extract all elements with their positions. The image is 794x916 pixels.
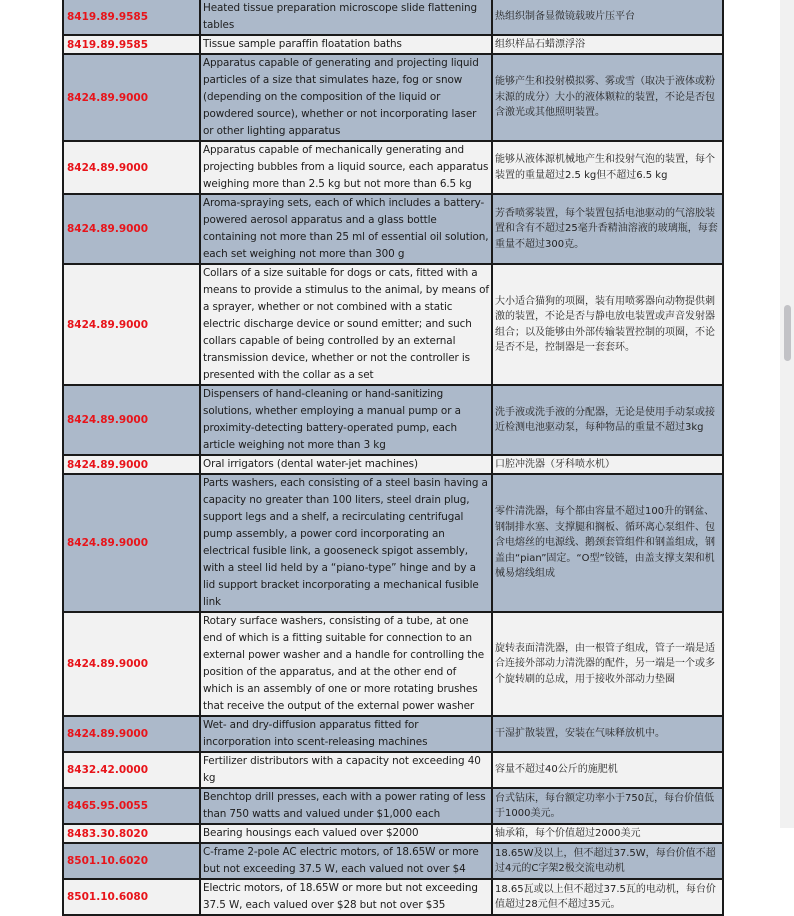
chinese-description-cell: 芳香喷雾装置，每个装置包括电池驱动的气溶胶装置和含有不超过25毫升香精油溶液的玻璃瓶，每套重量不超过300克。 — [492, 194, 723, 264]
chinese-description-cell: 18.65瓦或以上但不超过37.5瓦的电动机，每台价值超过28元但不超过35元。 — [492, 879, 723, 915]
hts-code-cell: 8424.89.9000 — [63, 385, 200, 455]
hts-code-cell: 8424.89.9000 — [63, 455, 200, 474]
english-description-cell: Rotary surface washers, consisting of a tube, at one end of which is a fitting suitable for connection to an external power washer and a handle for controlling the position of the apparatus, and at the other end of which is an assembly of one or more rotating brushes that receive the output of the external power washer — [200, 612, 492, 716]
chinese-description-cell: 口腔冲洗器（牙科喷水机） — [492, 455, 723, 474]
scrollbar-thumb[interactable] — [784, 305, 791, 361]
hts-code-cell: 8424.89.9000 — [63, 54, 200, 141]
hts-code-cell: 8424.89.9000 — [63, 194, 200, 264]
english-description-cell: Wet- and dry-diffusion apparatus fitted for incorporation into scent-releasing machines — [200, 716, 492, 752]
table-row — [63, 612, 723, 716]
english-description-cell: Bearing housings each valued over $2000 — [200, 824, 492, 843]
chinese-description-cell: 能够产生和投射模拟雾、雾或雪（取决于液体或粉末源的成分）大小的液体颗粒的装置，不论是否包含激光或其他照明装置。 — [492, 54, 723, 141]
hts-code-cell: 8501.10.6080 — [63, 879, 200, 915]
english-description-cell: Heated tissue preparation microscope slide flattening tables — [200, 0, 492, 35]
chinese-description-cell: 热组织制备显微镜载玻片压平台 — [492, 0, 723, 35]
hts-code-cell: 8424.89.9000 — [63, 612, 200, 716]
hts-code-cell: 8465.95.0055 — [63, 788, 200, 824]
english-description-cell: Electric motors, of 18.65W or more but not exceeding 37.5 W, each valued over $28 but not over $35 — [200, 879, 492, 915]
english-description-cell: Aroma-spraying sets, each of which includes a battery-powered aerosol apparatus and a glass bottle containing not more than 25 ml of essential oil solution, each set weighing not more than 300 g — [200, 194, 492, 264]
table-row — [63, 264, 723, 385]
tariff-table-container — [62, 0, 722, 916]
table-row — [63, 35, 723, 54]
english-description-cell: Apparatus capable of mechanically generating and projecting bubbles from a liquid source, each apparatus weighing more than 2.5 kg but not more than 6.5 kg — [200, 141, 492, 194]
chinese-description-cell: 18.65W及以上，但不超过37.5W，每台价值不超过4元的C字架2极交流电动机 — [492, 843, 723, 879]
table-row — [63, 0, 723, 35]
english-description-cell: Parts washers, each consisting of a steel basin having a capacity no greater than 100 liters, steel drain plug, support legs and a shelf, a recirculating centrifugal pump assembly, a power cord incorporating an electrical fusible link, a gooseneck spigot assembly, with a steel lid held by a “piano-type” hinge and by a lid support bracket incorporating a mechanical fusible link — [200, 474, 492, 612]
table-row — [63, 788, 723, 824]
chinese-description-cell: 轴承箱，每个价值超过2000美元 — [492, 824, 723, 843]
chinese-description-cell: 零件清洗器，每个都由容量不超过100升的钢盆、钢制排水塞、支撑腿和搁板、循环离心泵组件、包含电熔丝的电源线、鹅颈套管组件和钢盖组成，钢盖由“pian”固定。“O型”铰链，由盖支撑支架和机械易熔线组成 — [492, 474, 723, 612]
chinese-description-cell: 容量不超过40公斤的施肥机 — [492, 752, 723, 788]
table-row — [63, 752, 723, 788]
table-row — [63, 716, 723, 752]
table-body — [63, 0, 723, 915]
table-row — [63, 385, 723, 455]
hts-code-cell: 8483.30.8020 — [63, 824, 200, 843]
hts-code-cell: 8432.42.0000 — [63, 752, 200, 788]
chinese-description-cell: 旋转表面清洗器，由一根管子组成，管子一端是适合连接外部动力清洗器的配件，另一端是一个或多个旋转刷的总成，用于接收外部动力垫圈 — [492, 612, 723, 716]
table-row — [63, 474, 723, 612]
table-row — [63, 54, 723, 141]
table-row — [63, 843, 723, 879]
table-row — [63, 194, 723, 264]
vertical-scrollbar[interactable] — [780, 0, 794, 828]
table-row — [63, 824, 723, 843]
chinese-description-cell: 大小适合猫狗的项圈，装有用喷雾器向动物提供刺激的装置，不论是否与静电放电装置或声音发射器组合；以及能够由外部传输装置控制的项圈，不论是否不是，控制器是一套套环。 — [492, 264, 723, 385]
chinese-description-cell: 台式钻床，每台额定功率小于750瓦，每台价值低于1000美元。 — [492, 788, 723, 824]
english-description-cell: C-frame 2-pole AC electric motors, of 18.65W or more but not exceeding 37.5 W, each valued not over $4 — [200, 843, 492, 879]
english-description-cell: Oral irrigators (dental water-jet machines) — [200, 455, 492, 474]
english-description-cell: Tissue sample paraffin floatation baths — [200, 35, 492, 54]
chinese-description-cell: 洗手液或洗手液的分配器，无论是使用手动泵或接近检测电池驱动泵，每种物品的重量不超过3kg — [492, 385, 723, 455]
hts-code-cell: 8424.89.9000 — [63, 141, 200, 194]
english-description-cell: Dispensers of hand-cleaning or hand-sanitizing solutions, whether employing a manual pump or a proximity-detecting battery-operated pump, each article weighing not more than 3 kg — [200, 385, 492, 455]
table-row — [63, 141, 723, 194]
hts-code-cell: 8419.89.9585 — [63, 0, 200, 35]
hts-code-cell: 8419.89.9585 — [63, 35, 200, 54]
hts-code-cell: 8424.89.9000 — [63, 716, 200, 752]
hts-code-cell: 8501.10.6020 — [63, 843, 200, 879]
english-description-cell: Benchtop drill presses, each with a power rating of less than 750 watts and valued under $1,000 each — [200, 788, 492, 824]
hts-code-cell: 8424.89.9000 — [63, 474, 200, 612]
chinese-description-cell: 能够从液体源机械地产生和投射气泡的装置，每个装置的重量超过2.5 kg但不超过6.5 kg — [492, 141, 723, 194]
chinese-description-cell: 干湿扩散装置，安装在气味释放机中。 — [492, 716, 723, 752]
chinese-description-cell: 组织样品石蜡漂浮浴 — [492, 35, 723, 54]
english-description-cell: Collars of a size suitable for dogs or cats, fitted with a means to provide a stimulus to the animal, by means of a sprayer, whether or not combined with a static electric discharge device or sound emitter; and such collars capable of being controlled by an external transmission device, whether or not the controller is presented with the collar as a set — [200, 264, 492, 385]
english-description-cell: Fertilizer distributors with a capacity not exceeding 40 kg — [200, 752, 492, 788]
table-row — [63, 455, 723, 474]
hts-code-cell: 8424.89.9000 — [63, 264, 200, 385]
table-row — [63, 879, 723, 915]
tariff-exclusion-table — [62, 0, 724, 916]
english-description-cell: Apparatus capable of generating and projecting liquid particles of a size that simulates haze, fog or snow (depending on the composition of the liquid or powdered source), whether or not incorporating laser or other lighting apparatus — [200, 54, 492, 141]
